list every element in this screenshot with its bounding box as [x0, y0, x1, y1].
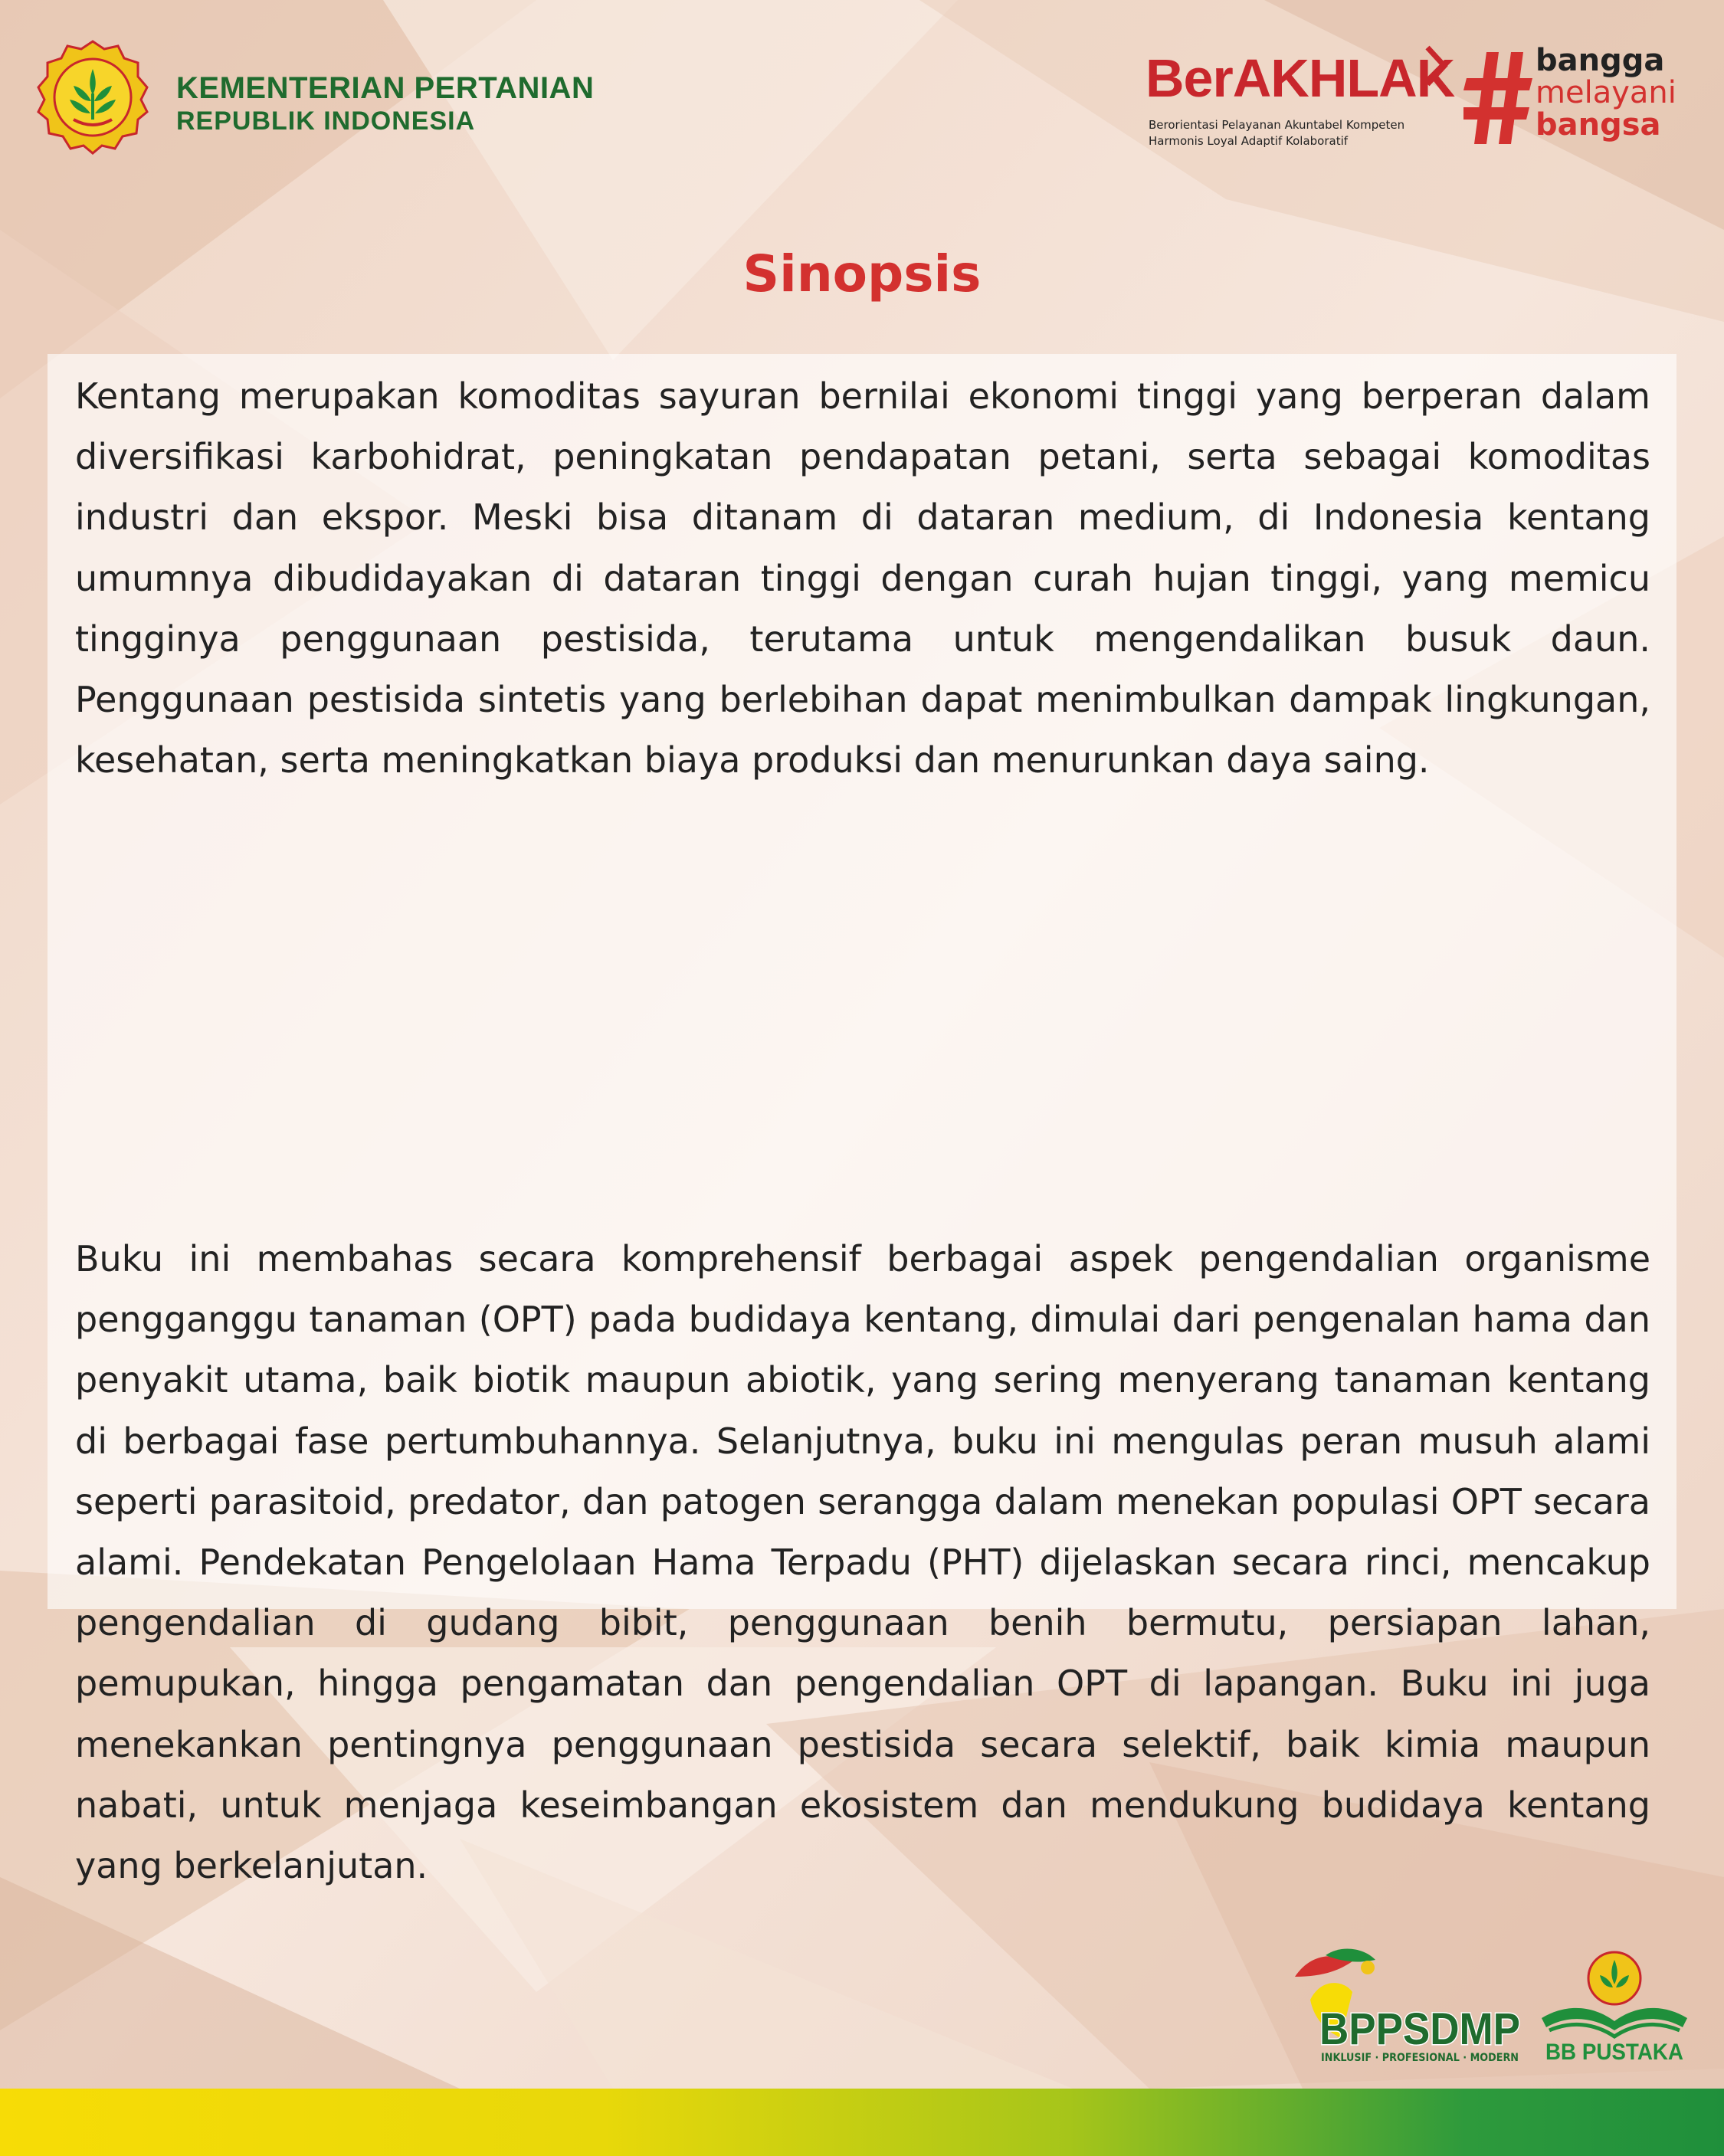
synopsis-panel	[48, 354, 1676, 1887]
ministry-name	[176, 70, 594, 136]
synopsis-paragraph-2: Buku ini membahas secara komprehensif berbagai aspek pengendalian organisme pengganggu tanaman (OPT) pada budidaya kentang, dimulai dari pengenalan hama dan penyakit utama, baik biotik maupun abiotik, yang sering menyerang tanaman kentang di berbagai fase pertumbuhannya. Selanjutnya, buku ini mengulas peran musuh alami seperti parasitoid, predator, dan patogen serangga dalam menekan populasi OPT secara alami. Pendekatan Pengelolaan Hama Terpadu (PHT) dijelaskan secara rinci, mencakup pengendalian di gudang bibit, penggunaan benih bermutu, persiapan lahan, pemupukan, hingga pengamatan dan pengendalian OPT di lapangan. Buku ini juga menekankan pentingnya penggunaan pestisida secara selektif, baik kimia maupun nabati, untuk menjaga keseimbangan ekosistem dan mendukung budidaya kentang yang berkelanjutan.	[75, 1238, 1650, 1887]
chevron-right-icon	[1423, 43, 1449, 89]
ministry-name-line1: KEMENTERIAN PERTANIAN	[176, 71, 595, 105]
bangga-line-2: melayani	[1536, 75, 1676, 110]
berakhlak-tagline-1: Berorientasi Pelayanan Akuntabel Kompeten	[1149, 118, 1405, 132]
bppsdmp-logo-icon	[1280, 1946, 1525, 2065]
berakhlak-logo	[1146, 48, 1455, 155]
synopsis-paragraph-1: Kentang merupakan komoditas sayuran bernilai ekonomi tinggi yang berperan dalam diversifikasi karbohidrat, peningkatan pendapatan petani, serta sebagai komoditas industri dan ekspor. Meski bisa ditanam di dataran medium, di Indonesia kentang umumnya dibudidayakan di dataran tinggi dengan curah hujan tinggi, yang memicu tingginya penggunaan pestisida, terutama untuk mengendalikan busuk daun. Penggunaan pestisida sintetis yang berlebihan dapat menimbulkan dampak lingkungan, kesehatan, serta meningkatkan biaya produksi dan menurunkan daya saing.	[75, 375, 1650, 781]
bppsdmp-tagline: INKLUSIF · PROFESIONAL · MODERN	[1321, 2052, 1519, 2064]
berakhlak-tagline-2: Harmonis Loyal Adaptif Kolaboratif	[1149, 134, 1349, 148]
bangga-line-1: bangga	[1536, 43, 1665, 78]
page-title: Sinopsis	[742, 244, 982, 303]
ministry-name-line2: REPUBLIK INDONESIA	[176, 106, 476, 136]
hashtag-icon	[1463, 49, 1534, 147]
bb-pustaka-logo-icon	[1532, 1948, 1697, 2063]
bppsdmp-name: BPPSDMP	[1319, 2004, 1520, 2054]
bangga-melayani-bangsa-logo	[1463, 43, 1676, 152]
kementan-seal-icon	[35, 40, 150, 155]
bangga-line-3: bangsa	[1536, 107, 1661, 143]
footer-color-band	[0, 2089, 1724, 2156]
bb-pustaka-name: BB PUSTAKA	[1545, 2040, 1683, 2063]
berakhlak-word: BerAKHLAK	[1146, 48, 1455, 108]
